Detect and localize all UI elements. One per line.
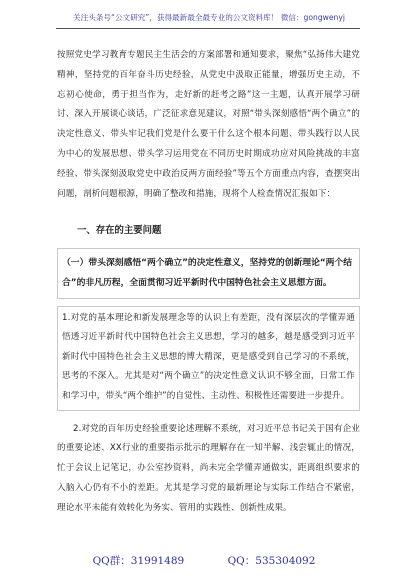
paragraph-item-2: 2.对党的百年历史经验重要论述理解不系统，对习近平总书记关于国有企业的重要论述、XX行业的重要指示批示的理解存在一知半解、浅尝辄止的情况，忙于会议上记笔记，办公室抄资料，尚未完全学懂弄通做实，距离组织要求的入脑入心仍有不小的差距。尤其是学习党的最新理论与实际工作结合不紧密，理论水平未能有效转化为务实、管用的实践性、创新性成果。 [57, 423, 360, 513]
document-body [57, 46, 360, 519]
header-banner: 关注头条号“公文研究”，获得最新最全最专业的公文资料库！ 微信：gongwenyj [73, 13, 345, 22]
footer-qq: QQ：535304092 [227, 555, 316, 567]
header-divider [56, 28, 360, 29]
intro-paragraph: 按照党史学习教育专题民主生活会的方案部署和通知要求，聚焦“弘扬伟大建党精神，坚持党的百年奋斗历史经验，从党史中汲取正能量，增强历史主动，不忘初心使命，勇于担当作为，走好新的赶考之路”这一主题，认真开展学习研讨、深入开展谈心谈话，广泛征求意见建议，对照“带头深刻感悟“两个确立”的决定性意义、带头牢记我们党是什么要干什么这个根本问题、带头践行以人民为中心的发展思想、带头学习运用党在不同历史时期成功应对风险挑战的丰富经验、带头深刻汲取党史中政治反两方面经验”等五个方面重点内容，查摆突出问题，剖析问题根源，明确了整改和措施，现将个人检查情况汇报如下： [57, 50, 360, 199]
paragraph-item-1: 1.对党的基本理论和新发展理念等的认识上有差距，没有深层次的学懂弄通悟透习近平新时代中国特色社会主义思想，学习的越多，越是感受到习近平新时代中国特色社会主义思想的博大精深，更是感受到自己学习的不系统，思考的不深入。尤其是对“两个确立”的决定性意义认识不够全面，日常工作和学习中，带头“两个维护”的自觉性、主动性、积极性还需要进一步提升。 [62, 312, 355, 401]
subsection-heading: （一）带头深刻感悟“两个确立”的决定性意义，坚持党的创新理论“两个结合”的非凡历程，全面贯彻习近平新时代中国特色社会主义思想方面。 [57, 248, 360, 298]
footer-contact [0, 553, 408, 573]
boxed-paragraph-container [57, 306, 360, 411]
footer-qq-group: QQ群：31991489 [92, 555, 185, 567]
section-heading: 一、存在的主要问题 [77, 225, 162, 237]
